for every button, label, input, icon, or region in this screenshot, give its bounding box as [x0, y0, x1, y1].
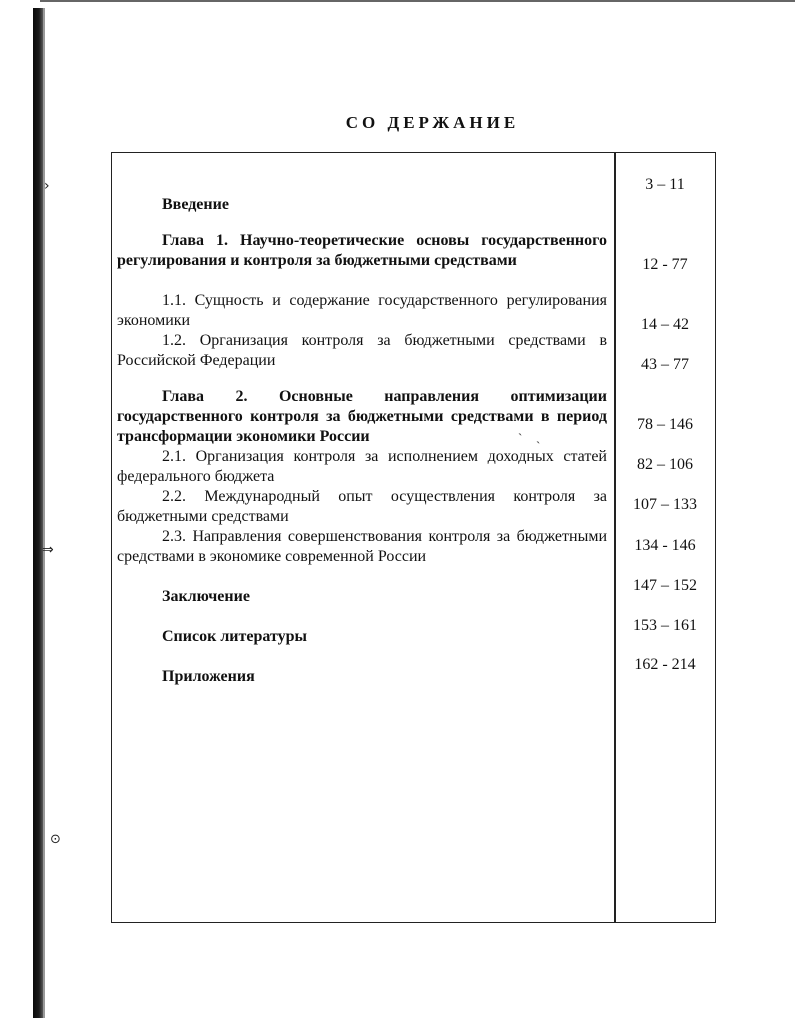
toc-entry-label: Глава 2. Основные направления оптимизации государственного контроля за бюджетными средствами в период трансформации экономики России — [117, 388, 607, 445]
toc-entry-label: Заключение — [162, 588, 250, 605]
toc-entry-label: 2.2. Международный опыт осуществления контроля за бюджетными средствами — [117, 488, 607, 525]
toc-entry-introduction — [117, 195, 607, 215]
toc-entry-section-2-3 — [117, 527, 607, 567]
scan-binding-shadow — [33, 8, 43, 1018]
toc-entry-conclusion — [117, 587, 607, 607]
toc-entry-label: Глава 1. Научно-теоретические основы государственного регулирования и контроля за бюджетными средствами — [117, 232, 607, 269]
document-title: СО ДЕРЖАНИЕ — [345, 113, 520, 132]
toc-entry-label: 2.1. Организация контроля за исполнением доходных статей федерального бюджета — [117, 448, 607, 485]
scan-pen-mark: ˎ — [536, 429, 541, 444]
toc-page-conclusion: 147 – 152 — [633, 577, 697, 594]
toc-entry-bibliography — [117, 627, 607, 647]
toc-entry-appendices — [117, 667, 607, 687]
scan-circle-mark-icon: ⊙ — [50, 832, 61, 847]
toc-entry-section-1-1 — [117, 291, 607, 331]
toc-entry-section-1-2 — [117, 331, 607, 371]
toc-page-introduction: 3 – 11 — [645, 176, 685, 193]
scan-arrow-mark-icon: › — [44, 178, 50, 194]
toc-page-appendices: 162 - 214 — [634, 656, 696, 673]
toc-entry-section-2-1 — [117, 447, 607, 487]
toc-page-section-1-1: 14 – 42 — [641, 316, 689, 333]
scan-hook-mark-icon: ⇒ — [42, 542, 54, 558]
toc-entry-label: 1.1. Сущность и содержание государственного регулирования экономики — [117, 292, 607, 329]
toc-page-section-2-2: 107 – 133 — [633, 496, 697, 513]
toc-entry-label: 2.3. Направления совершенствования контроля за бюджетными средствами в экономике современной России — [117, 528, 607, 565]
scan-binding-edge — [43, 8, 45, 1018]
toc-entry-section-2-2 — [117, 487, 607, 527]
toc-page-chapter-2: 78 – 146 — [637, 416, 693, 433]
toc-entry-label: Список литературы — [162, 628, 307, 645]
toc-page-section-2-3: 134 - 146 — [634, 537, 696, 554]
toc-entry-label: 1.2. Организация контроля за бюджетными средствами в Российской Федерации — [117, 332, 607, 369]
toc-entry-label: Введение — [162, 196, 229, 213]
toc-entry-chapter-1 — [117, 231, 607, 271]
toc-page-section-2-1: 82 – 106 — [637, 456, 693, 473]
toc-page-section-1-2: 43 – 77 — [641, 356, 689, 373]
toc-page-bibliography: 153 – 161 — [633, 617, 697, 634]
toc-entry-label: Приложения — [162, 668, 255, 685]
scan-pen-mark: ˎ — [518, 421, 523, 436]
toc-entry-chapter-2 — [117, 387, 607, 447]
scan-top-edge — [40, 0, 795, 2]
toc-page-chapter-1: 12 - 77 — [642, 256, 688, 273]
